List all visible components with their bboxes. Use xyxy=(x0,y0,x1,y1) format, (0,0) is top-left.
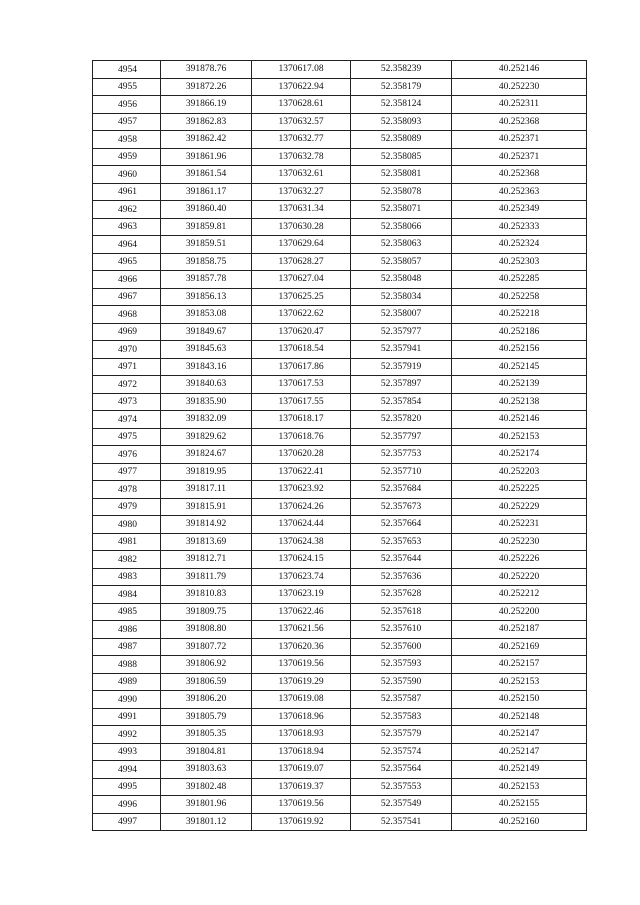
longitude-cell: 40.252155 xyxy=(452,796,587,814)
latitude-cell: 52.357593 xyxy=(351,656,452,674)
x-coordinate-cell: 391859.51 xyxy=(161,236,252,254)
x-coordinate-cell: 391866.19 xyxy=(161,96,252,114)
latitude-cell: 52.357854 xyxy=(351,393,452,411)
point-number-cell: 4967 xyxy=(93,288,161,306)
longitude-cell: 40.252311 xyxy=(452,96,587,114)
x-coordinate-cell: 391805.79 xyxy=(161,708,252,726)
x-coordinate-cell: 391845.63 xyxy=(161,341,252,359)
point-number-cell: 4979 xyxy=(93,498,161,516)
x-coordinate-cell: 391859.81 xyxy=(161,218,252,236)
y-coordinate-cell: 1370628.27 xyxy=(252,253,351,271)
table-row xyxy=(93,201,587,219)
point-number-cell: 4961 xyxy=(93,183,161,201)
table-row xyxy=(93,691,587,709)
longitude-cell: 40.252160 xyxy=(452,813,587,831)
latitude-cell: 52.357797 xyxy=(351,428,452,446)
table-row xyxy=(93,78,587,96)
point-number-cell: 4958 xyxy=(93,131,161,149)
latitude-cell: 52.357710 xyxy=(351,463,452,481)
y-coordinate-cell: 1370623.74 xyxy=(252,568,351,586)
x-coordinate-cell: 391809.75 xyxy=(161,603,252,621)
point-number-cell: 4955 xyxy=(93,78,161,96)
table-row xyxy=(93,446,587,464)
x-coordinate-cell: 391843.16 xyxy=(161,358,252,376)
longitude-cell: 40.252150 xyxy=(452,691,587,709)
latitude-cell: 52.358085 xyxy=(351,148,452,166)
latitude-cell: 52.357541 xyxy=(351,813,452,831)
longitude-cell: 40.252230 xyxy=(452,78,587,96)
point-number-cell: 4996 xyxy=(93,796,161,814)
longitude-cell: 40.252371 xyxy=(452,131,587,149)
y-coordinate-cell: 1370624.26 xyxy=(252,498,351,516)
longitude-cell: 40.252349 xyxy=(452,201,587,219)
y-coordinate-cell: 1370632.57 xyxy=(252,113,351,131)
y-coordinate-cell: 1370620.28 xyxy=(252,446,351,464)
point-number-cell: 4972 xyxy=(93,376,161,394)
longitude-cell: 40.252225 xyxy=(452,481,587,499)
longitude-cell: 40.252147 xyxy=(452,726,587,744)
table-row xyxy=(93,463,587,481)
x-coordinate-cell: 391801.12 xyxy=(161,813,252,831)
point-number-cell: 4985 xyxy=(93,603,161,621)
x-coordinate-cell: 391805.35 xyxy=(161,726,252,744)
y-coordinate-cell: 1370619.56 xyxy=(252,796,351,814)
latitude-cell: 52.357610 xyxy=(351,621,452,639)
x-coordinate-cell: 391806.20 xyxy=(161,691,252,709)
x-coordinate-cell: 391812.71 xyxy=(161,551,252,569)
y-coordinate-cell: 1370618.76 xyxy=(252,428,351,446)
point-number-cell: 4990 xyxy=(93,691,161,709)
point-number-cell: 4954 xyxy=(93,61,161,79)
point-number-cell: 4992 xyxy=(93,726,161,744)
table-row xyxy=(93,726,587,744)
latitude-cell: 52.357553 xyxy=(351,778,452,796)
table-row xyxy=(93,236,587,254)
x-coordinate-cell: 391857.78 xyxy=(161,271,252,289)
longitude-cell: 40.252218 xyxy=(452,306,587,324)
longitude-cell: 40.252200 xyxy=(452,603,587,621)
table-row xyxy=(93,376,587,394)
latitude-cell: 52.357628 xyxy=(351,586,452,604)
longitude-cell: 40.252153 xyxy=(452,673,587,691)
table-row xyxy=(93,743,587,761)
x-coordinate-cell: 391832.09 xyxy=(161,411,252,429)
longitude-cell: 40.252186 xyxy=(452,323,587,341)
table-row xyxy=(93,323,587,341)
y-coordinate-cell: 1370624.44 xyxy=(252,516,351,534)
x-coordinate-cell: 391849.67 xyxy=(161,323,252,341)
y-coordinate-cell: 1370623.19 xyxy=(252,586,351,604)
longitude-cell: 40.252153 xyxy=(452,428,587,446)
table-row xyxy=(93,166,587,184)
point-number-cell: 4984 xyxy=(93,586,161,604)
y-coordinate-cell: 1370632.77 xyxy=(252,131,351,149)
table-row xyxy=(93,96,587,114)
point-number-cell: 4963 xyxy=(93,218,161,236)
latitude-cell: 52.358093 xyxy=(351,113,452,131)
y-coordinate-cell: 1370622.41 xyxy=(252,463,351,481)
table-row xyxy=(93,183,587,201)
x-coordinate-cell: 391861.17 xyxy=(161,183,252,201)
longitude-cell: 40.252212 xyxy=(452,586,587,604)
table-row xyxy=(93,656,587,674)
latitude-cell: 52.357673 xyxy=(351,498,452,516)
x-coordinate-cell: 391861.96 xyxy=(161,148,252,166)
latitude-cell: 52.357636 xyxy=(351,568,452,586)
latitude-cell: 52.358239 xyxy=(351,61,452,79)
y-coordinate-cell: 1370624.38 xyxy=(252,533,351,551)
table-row xyxy=(93,586,587,604)
x-coordinate-cell: 391862.42 xyxy=(161,131,252,149)
longitude-cell: 40.252149 xyxy=(452,761,587,779)
table-row xyxy=(93,113,587,131)
point-number-cell: 4968 xyxy=(93,306,161,324)
x-coordinate-cell: 391807.72 xyxy=(161,638,252,656)
longitude-cell: 40.252230 xyxy=(452,533,587,551)
longitude-cell: 40.252187 xyxy=(452,621,587,639)
latitude-cell: 52.357583 xyxy=(351,708,452,726)
y-coordinate-cell: 1370622.94 xyxy=(252,78,351,96)
latitude-cell: 52.358048 xyxy=(351,271,452,289)
y-coordinate-cell: 1370624.15 xyxy=(252,551,351,569)
latitude-cell: 52.357590 xyxy=(351,673,452,691)
x-coordinate-cell: 391806.92 xyxy=(161,656,252,674)
x-coordinate-cell: 391853.08 xyxy=(161,306,252,324)
latitude-cell: 52.357564 xyxy=(351,761,452,779)
point-number-cell: 4997 xyxy=(93,813,161,831)
longitude-cell: 40.252174 xyxy=(452,446,587,464)
x-coordinate-cell: 391824.67 xyxy=(161,446,252,464)
y-coordinate-cell: 1370631.34 xyxy=(252,201,351,219)
longitude-cell: 40.252303 xyxy=(452,253,587,271)
y-coordinate-cell: 1370623.92 xyxy=(252,481,351,499)
y-coordinate-cell: 1370617.86 xyxy=(252,358,351,376)
point-number-cell: 4975 xyxy=(93,428,161,446)
y-coordinate-cell: 1370617.55 xyxy=(252,393,351,411)
table-row xyxy=(93,148,587,166)
latitude-cell: 52.358034 xyxy=(351,288,452,306)
latitude-cell: 52.358057 xyxy=(351,253,452,271)
longitude-cell: 40.252153 xyxy=(452,778,587,796)
latitude-cell: 52.357618 xyxy=(351,603,452,621)
x-coordinate-cell: 391860.40 xyxy=(161,201,252,219)
table-row xyxy=(93,533,587,551)
longitude-cell: 40.252203 xyxy=(452,463,587,481)
longitude-cell: 40.252147 xyxy=(452,743,587,761)
table-row xyxy=(93,778,587,796)
y-coordinate-cell: 1370619.56 xyxy=(252,656,351,674)
x-coordinate-cell: 391808.80 xyxy=(161,621,252,639)
table-row xyxy=(93,498,587,516)
latitude-cell: 52.357753 xyxy=(351,446,452,464)
latitude-cell: 52.357919 xyxy=(351,358,452,376)
longitude-cell: 40.252169 xyxy=(452,638,587,656)
longitude-cell: 40.252220 xyxy=(452,568,587,586)
latitude-cell: 52.358081 xyxy=(351,166,452,184)
x-coordinate-cell: 391858.75 xyxy=(161,253,252,271)
latitude-cell: 52.357653 xyxy=(351,533,452,551)
x-coordinate-cell: 391840.63 xyxy=(161,376,252,394)
y-coordinate-cell: 1370617.08 xyxy=(252,61,351,79)
point-number-cell: 4970 xyxy=(93,341,161,359)
y-coordinate-cell: 1370625.25 xyxy=(252,288,351,306)
point-number-cell: 4969 xyxy=(93,323,161,341)
latitude-cell: 52.357941 xyxy=(351,341,452,359)
latitude-cell: 52.358179 xyxy=(351,78,452,96)
y-coordinate-cell: 1370619.08 xyxy=(252,691,351,709)
x-coordinate-cell: 391814.92 xyxy=(161,516,252,534)
longitude-cell: 40.252156 xyxy=(452,341,587,359)
latitude-cell: 52.358063 xyxy=(351,236,452,254)
coordinate-table-body xyxy=(93,61,587,831)
point-number-cell: 4986 xyxy=(93,621,161,639)
table-row xyxy=(93,253,587,271)
point-number-cell: 4957 xyxy=(93,113,161,131)
table-row xyxy=(93,218,587,236)
longitude-cell: 40.252139 xyxy=(452,376,587,394)
y-coordinate-cell: 1370621.56 xyxy=(252,621,351,639)
longitude-cell: 40.252368 xyxy=(452,166,587,184)
table-row xyxy=(93,516,587,534)
y-coordinate-cell: 1370630.28 xyxy=(252,218,351,236)
y-coordinate-cell: 1370619.29 xyxy=(252,673,351,691)
x-coordinate-cell: 391811.79 xyxy=(161,568,252,586)
longitude-cell: 40.252146 xyxy=(452,61,587,79)
latitude-cell: 52.358007 xyxy=(351,306,452,324)
longitude-cell: 40.252145 xyxy=(452,358,587,376)
table-row xyxy=(93,761,587,779)
x-coordinate-cell: 391872.26 xyxy=(161,78,252,96)
longitude-cell: 40.252363 xyxy=(452,183,587,201)
point-number-cell: 4956 xyxy=(93,96,161,114)
point-number-cell: 4994 xyxy=(93,761,161,779)
x-coordinate-cell: 391813.69 xyxy=(161,533,252,551)
x-coordinate-cell: 391804.81 xyxy=(161,743,252,761)
y-coordinate-cell: 1370617.53 xyxy=(252,376,351,394)
y-coordinate-cell: 1370622.46 xyxy=(252,603,351,621)
y-coordinate-cell: 1370620.47 xyxy=(252,323,351,341)
point-number-cell: 4987 xyxy=(93,638,161,656)
latitude-cell: 52.357897 xyxy=(351,376,452,394)
point-number-cell: 4965 xyxy=(93,253,161,271)
latitude-cell: 52.357664 xyxy=(351,516,452,534)
x-coordinate-cell: 391856.13 xyxy=(161,288,252,306)
x-coordinate-cell: 391815.91 xyxy=(161,498,252,516)
x-coordinate-cell: 391802.48 xyxy=(161,778,252,796)
point-number-cell: 4991 xyxy=(93,708,161,726)
longitude-cell: 40.252333 xyxy=(452,218,587,236)
y-coordinate-cell: 1370620.36 xyxy=(252,638,351,656)
table-row xyxy=(93,673,587,691)
table-row xyxy=(93,131,587,149)
table-row xyxy=(93,708,587,726)
y-coordinate-cell: 1370632.78 xyxy=(252,148,351,166)
y-coordinate-cell: 1370618.93 xyxy=(252,726,351,744)
longitude-cell: 40.252258 xyxy=(452,288,587,306)
latitude-cell: 52.357600 xyxy=(351,638,452,656)
point-number-cell: 4993 xyxy=(93,743,161,761)
longitude-cell: 40.252285 xyxy=(452,271,587,289)
x-coordinate-cell: 391817.11 xyxy=(161,481,252,499)
table-row xyxy=(93,358,587,376)
x-coordinate-cell: 391801.96 xyxy=(161,796,252,814)
point-number-cell: 4964 xyxy=(93,236,161,254)
longitude-cell: 40.252138 xyxy=(452,393,587,411)
point-number-cell: 4995 xyxy=(93,778,161,796)
x-coordinate-cell: 391861.54 xyxy=(161,166,252,184)
longitude-cell: 40.252157 xyxy=(452,656,587,674)
latitude-cell: 52.358071 xyxy=(351,201,452,219)
longitude-cell: 40.252229 xyxy=(452,498,587,516)
table-row xyxy=(93,603,587,621)
latitude-cell: 52.358066 xyxy=(351,218,452,236)
coordinate-table xyxy=(92,60,587,831)
table-row xyxy=(93,568,587,586)
table-row xyxy=(93,288,587,306)
y-coordinate-cell: 1370629.64 xyxy=(252,236,351,254)
latitude-cell: 52.357644 xyxy=(351,551,452,569)
x-coordinate-cell: 391829.62 xyxy=(161,428,252,446)
table-row xyxy=(93,428,587,446)
point-number-cell: 4971 xyxy=(93,358,161,376)
point-number-cell: 4966 xyxy=(93,271,161,289)
y-coordinate-cell: 1370628.61 xyxy=(252,96,351,114)
table-row xyxy=(93,411,587,429)
latitude-cell: 52.357587 xyxy=(351,691,452,709)
y-coordinate-cell: 1370619.07 xyxy=(252,761,351,779)
point-number-cell: 4983 xyxy=(93,568,161,586)
table-row xyxy=(93,393,587,411)
latitude-cell: 52.358089 xyxy=(351,131,452,149)
y-coordinate-cell: 1370618.96 xyxy=(252,708,351,726)
y-coordinate-cell: 1370618.17 xyxy=(252,411,351,429)
point-number-cell: 4988 xyxy=(93,656,161,674)
x-coordinate-cell: 391810.83 xyxy=(161,586,252,604)
y-coordinate-cell: 1370619.92 xyxy=(252,813,351,831)
x-coordinate-cell: 391878.76 xyxy=(161,61,252,79)
point-number-cell: 4977 xyxy=(93,463,161,481)
longitude-cell: 40.252146 xyxy=(452,411,587,429)
latitude-cell: 52.357977 xyxy=(351,323,452,341)
point-number-cell: 4981 xyxy=(93,533,161,551)
longitude-cell: 40.252226 xyxy=(452,551,587,569)
point-number-cell: 4982 xyxy=(93,551,161,569)
table-row xyxy=(93,341,587,359)
table-row xyxy=(93,306,587,324)
x-coordinate-cell: 391862.83 xyxy=(161,113,252,131)
point-number-cell: 4978 xyxy=(93,481,161,499)
y-coordinate-cell: 1370618.94 xyxy=(252,743,351,761)
longitude-cell: 40.252368 xyxy=(452,113,587,131)
y-coordinate-cell: 1370618.54 xyxy=(252,341,351,359)
point-number-cell: 4989 xyxy=(93,673,161,691)
y-coordinate-cell: 1370627.04 xyxy=(252,271,351,289)
longitude-cell: 40.252148 xyxy=(452,708,587,726)
longitude-cell: 40.252231 xyxy=(452,516,587,534)
y-coordinate-cell: 1370632.27 xyxy=(252,183,351,201)
y-coordinate-cell: 1370632.61 xyxy=(252,166,351,184)
table-row xyxy=(93,813,587,831)
point-number-cell: 4959 xyxy=(93,148,161,166)
x-coordinate-cell: 391803.63 xyxy=(161,761,252,779)
table-row xyxy=(93,638,587,656)
table-row xyxy=(93,61,587,79)
point-number-cell: 4962 xyxy=(93,201,161,219)
y-coordinate-cell: 1370619.37 xyxy=(252,778,351,796)
latitude-cell: 52.358124 xyxy=(351,96,452,114)
x-coordinate-cell: 391835.90 xyxy=(161,393,252,411)
latitude-cell: 52.357684 xyxy=(351,481,452,499)
point-number-cell: 4973 xyxy=(93,393,161,411)
latitude-cell: 52.357820 xyxy=(351,411,452,429)
x-coordinate-cell: 391806.59 xyxy=(161,673,252,691)
table-row xyxy=(93,796,587,814)
y-coordinate-cell: 1370622.62 xyxy=(252,306,351,324)
table-row xyxy=(93,551,587,569)
table-row xyxy=(93,271,587,289)
point-number-cell: 4980 xyxy=(93,516,161,534)
x-coordinate-cell: 391819.95 xyxy=(161,463,252,481)
latitude-cell: 52.357574 xyxy=(351,743,452,761)
point-number-cell: 4974 xyxy=(93,411,161,429)
point-number-cell: 4976 xyxy=(93,446,161,464)
latitude-cell: 52.357549 xyxy=(351,796,452,814)
latitude-cell: 52.357579 xyxy=(351,726,452,744)
table-row xyxy=(93,621,587,639)
table-row xyxy=(93,481,587,499)
longitude-cell: 40.252371 xyxy=(452,148,587,166)
latitude-cell: 52.358078 xyxy=(351,183,452,201)
point-number-cell: 4960 xyxy=(93,166,161,184)
longitude-cell: 40.252324 xyxy=(452,236,587,254)
